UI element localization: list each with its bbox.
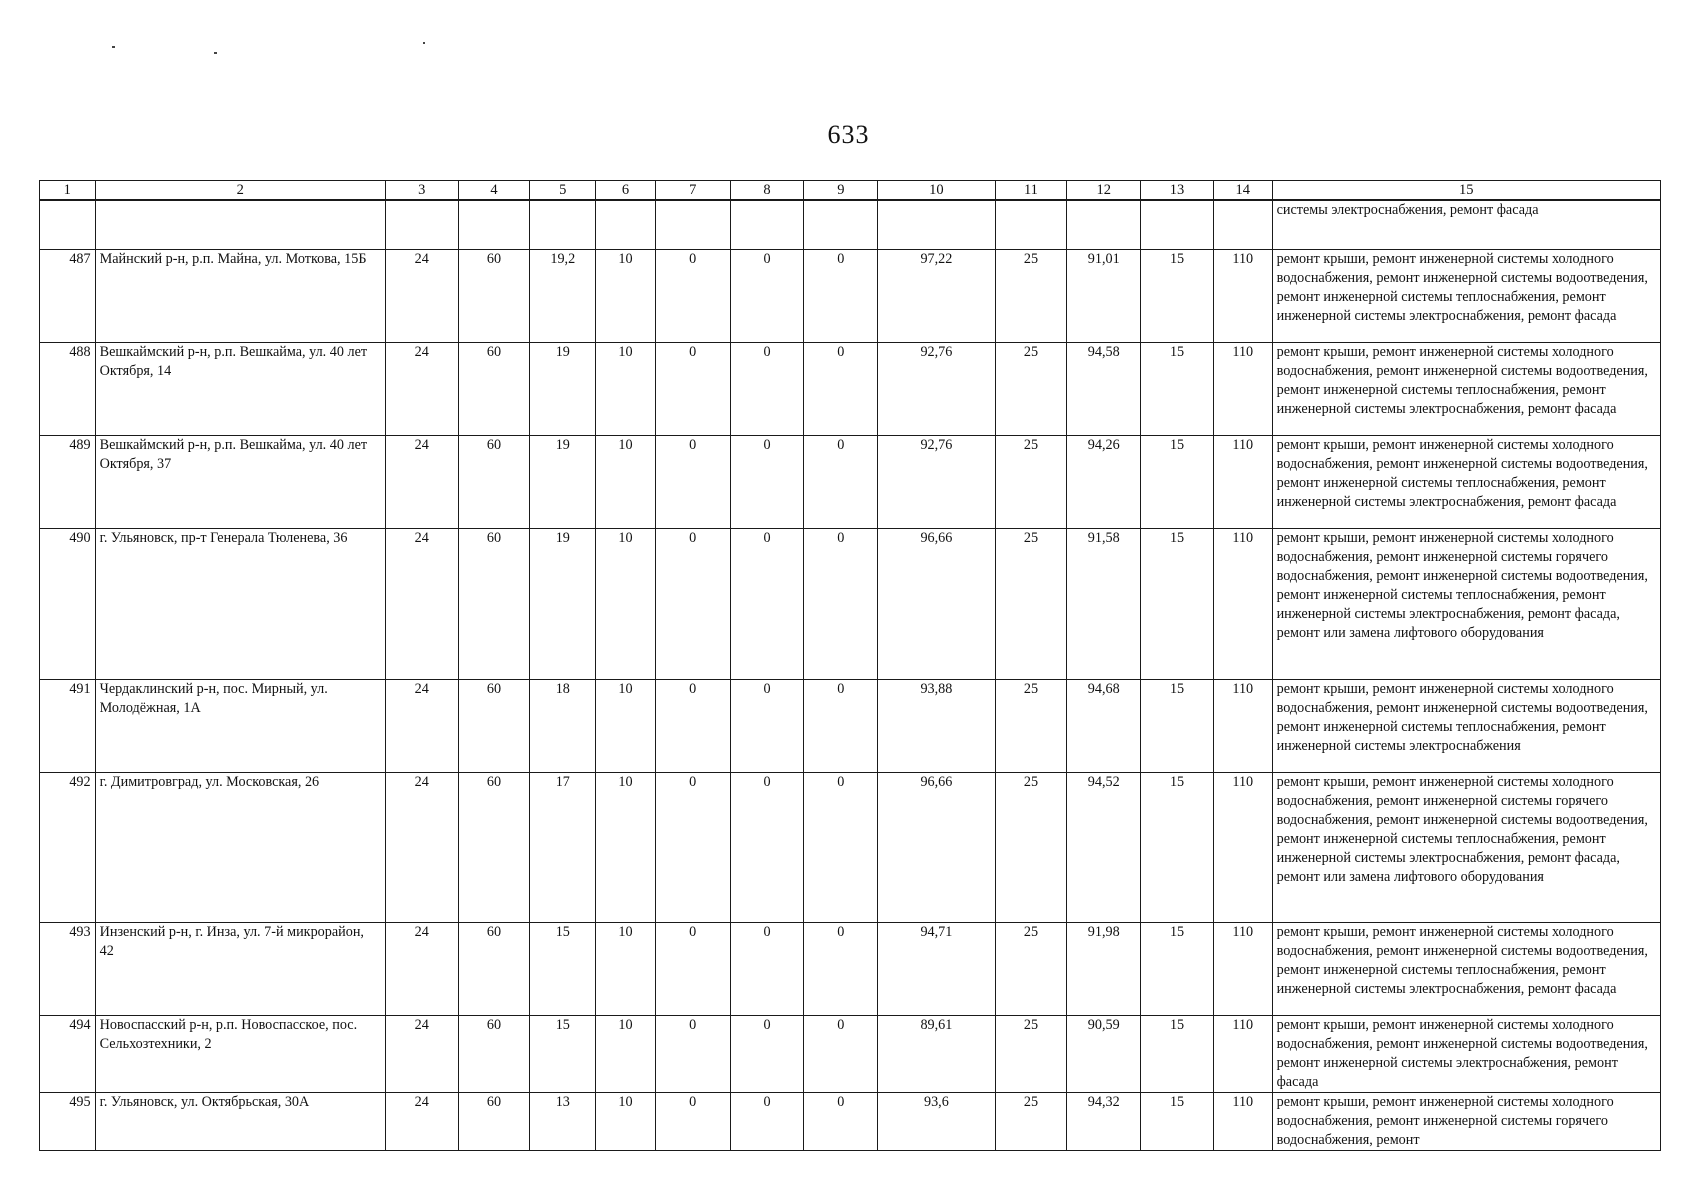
- value-cell: 25: [995, 773, 1067, 923]
- value-cell: 0: [804, 1093, 878, 1151]
- value-cell: 60: [458, 680, 530, 773]
- works-cell: ремонт крыши, ремонт инженерной системы холодного водоснабжения, ремонт инженерной системы горячего водоснабжения, ремонт инженерной системы водоотведения, ремонт инженерной системы теплоснабжения, ремонт инженерной системы электроснабжения, ремонт фасада, ремонт или замена лифтового оборудования: [1272, 773, 1660, 923]
- table-row: [40, 343, 1661, 436]
- address-cell: г. Ульяновск, пр-т Генерала Тюленева, 36: [95, 529, 385, 680]
- value-cell: 24: [385, 436, 458, 529]
- table-row: [40, 436, 1661, 529]
- value-cell: 15: [1141, 436, 1214, 529]
- row-number: 494: [40, 1016, 96, 1093]
- value-cell: 0: [655, 1016, 730, 1093]
- column-header: 8: [730, 181, 804, 201]
- works-cell: ремонт крыши, ремонт инженерной системы холодного водоснабжения, ремонт инженерной системы водоотведения, ремонт инженерной системы теплоснабжения, ремонт инженерной системы электроснабжения, ремонт фасада: [1272, 436, 1660, 529]
- address-cell: Инзенский р-н, г. Инза, ул. 7-й микрорайон, 42: [95, 923, 385, 1016]
- value-cell: 92,76: [878, 436, 995, 529]
- value-cell: 91,98: [1067, 923, 1141, 1016]
- value-cell: 91,01: [1067, 250, 1141, 343]
- table-row: [40, 680, 1661, 773]
- empty-cell: [458, 200, 530, 250]
- value-cell: 93,6: [878, 1093, 995, 1151]
- empty-cell: [1141, 200, 1214, 250]
- value-cell: 15: [1141, 529, 1214, 680]
- works-cell: ремонт крыши, ремонт инженерной системы холодного водоснабжения, ремонт инженерной системы водоотведения, ремонт инженерной системы теплоснабжения, ремонт инженерной системы электроснабжения: [1272, 680, 1660, 773]
- empty-cell: [385, 200, 458, 250]
- empty-cell: [596, 200, 656, 250]
- value-cell: 0: [804, 680, 878, 773]
- value-cell: 0: [804, 529, 878, 680]
- value-cell: 13: [530, 1093, 596, 1151]
- value-cell: 0: [655, 250, 730, 343]
- value-cell: 90,59: [1067, 1016, 1141, 1093]
- value-cell: 19: [530, 529, 596, 680]
- value-cell: 0: [655, 436, 730, 529]
- value-cell: 60: [458, 1093, 530, 1151]
- empty-cell: [730, 200, 804, 250]
- table-row: [40, 529, 1661, 680]
- address-cell: Вешкаймский р-н, р.п. Вешкайма, ул. 40 лет Октября, 14: [95, 343, 385, 436]
- value-cell: 0: [655, 923, 730, 1016]
- column-header: 3: [385, 181, 458, 201]
- value-cell: 24: [385, 1016, 458, 1093]
- address-cell: Чердаклинский р-н, пос. Мирный, ул. Молодёжная, 1А: [95, 680, 385, 773]
- value-cell: 0: [730, 1016, 804, 1093]
- value-cell: 0: [655, 343, 730, 436]
- value-cell: 97,22: [878, 250, 995, 343]
- works-cell: ремонт крыши, ремонт инженерной системы холодного водоснабжения, ремонт инженерной системы водоотведения, ремонт инженерной системы теплоснабжения, ремонт инженерной системы электроснабжения, ремонт фасада: [1272, 343, 1660, 436]
- empty-cell: [878, 200, 995, 250]
- value-cell: 110: [1213, 773, 1272, 923]
- value-cell: 10: [596, 923, 656, 1016]
- value-cell: 60: [458, 923, 530, 1016]
- works-cell: ремонт крыши, ремонт инженерной системы холодного водоснабжения, ремонт инженерной системы водоотведения, ремонт инженерной системы теплоснабжения, ремонт инженерной системы электроснабжения, ремонт фасада: [1272, 250, 1660, 343]
- empty-cell: [804, 200, 878, 250]
- empty-cell: [1067, 200, 1141, 250]
- value-cell: 10: [596, 343, 656, 436]
- table-row: [40, 250, 1661, 343]
- value-cell: 15: [530, 923, 596, 1016]
- scan-speck: [423, 42, 425, 44]
- value-cell: 60: [458, 529, 530, 680]
- value-cell: 25: [995, 529, 1067, 680]
- row-number: 493: [40, 923, 96, 1016]
- value-cell: 93,88: [878, 680, 995, 773]
- value-cell: 24: [385, 773, 458, 923]
- row-number: 488: [40, 343, 96, 436]
- column-header: 13: [1141, 181, 1214, 201]
- value-cell: 25: [995, 343, 1067, 436]
- value-cell: 25: [995, 1016, 1067, 1093]
- value-cell: 25: [995, 1093, 1067, 1151]
- column-header: 4: [458, 181, 530, 201]
- value-cell: 0: [655, 1093, 730, 1151]
- page-number: 633: [827, 120, 870, 149]
- housing-register-table: [39, 180, 1661, 1151]
- scan-speck: [214, 52, 217, 54]
- value-cell: 0: [730, 343, 804, 436]
- value-cell: 0: [804, 436, 878, 529]
- empty-cell: [995, 200, 1067, 250]
- column-header: 11: [995, 181, 1067, 201]
- column-header: 7: [655, 181, 730, 201]
- works-cell: системы электроснабжения, ремонт фасада: [1272, 200, 1660, 250]
- value-cell: 60: [458, 773, 530, 923]
- value-cell: 24: [385, 529, 458, 680]
- value-cell: 94,58: [1067, 343, 1141, 436]
- table-row: [40, 1093, 1661, 1151]
- value-cell: 0: [730, 529, 804, 680]
- column-header: 2: [95, 181, 385, 201]
- value-cell: 19,2: [530, 250, 596, 343]
- column-header: 10: [878, 181, 995, 201]
- value-cell: 25: [995, 250, 1067, 343]
- address-cell: г. Димитровград, ул. Московская, 26: [95, 773, 385, 923]
- works-cell: ремонт крыши, ремонт инженерной системы холодного водоснабжения, ремонт инженерной системы водоотведения, ремонт инженерной системы теплоснабжения, ремонт инженерной системы электроснабжения, ремонт фасада: [1272, 923, 1660, 1016]
- value-cell: 0: [655, 680, 730, 773]
- value-cell: 10: [596, 1093, 656, 1151]
- value-cell: 15: [1141, 250, 1214, 343]
- address-cell: Майнский р-н, р.п. Майна, ул. Моткова, 15Б: [95, 250, 385, 343]
- column-header: 6: [596, 181, 656, 201]
- value-cell: 0: [804, 923, 878, 1016]
- empty-cell: [655, 200, 730, 250]
- value-cell: 96,66: [878, 773, 995, 923]
- works-cell: ремонт крыши, ремонт инженерной системы холодного водоснабжения, ремонт инженерной системы горячего водоснабжения, ремонт: [1272, 1093, 1660, 1151]
- column-header: 1: [40, 181, 96, 201]
- value-cell: 25: [995, 923, 1067, 1016]
- value-cell: 96,66: [878, 529, 995, 680]
- value-cell: 110: [1213, 529, 1272, 680]
- value-cell: 24: [385, 250, 458, 343]
- row-number: 489: [40, 436, 96, 529]
- value-cell: 110: [1213, 436, 1272, 529]
- value-cell: 10: [596, 773, 656, 923]
- value-cell: 60: [458, 250, 530, 343]
- value-cell: 94,52: [1067, 773, 1141, 923]
- value-cell: 0: [730, 250, 804, 343]
- value-cell: 24: [385, 680, 458, 773]
- scan-speck: [112, 46, 115, 48]
- row-number: 490: [40, 529, 96, 680]
- value-cell: 0: [655, 529, 730, 680]
- column-header: 9: [804, 181, 878, 201]
- value-cell: 60: [458, 436, 530, 529]
- address-cell: Новоспасский р-н, р.п. Новоспасское, пос. Сельхозтехники, 2: [95, 1016, 385, 1093]
- empty-cell: [40, 200, 96, 250]
- works-cell: ремонт крыши, ремонт инженерной системы холодного водоснабжения, ремонт инженерной системы водоотведения, ремонт инженерной системы электроснабжения, ремонт фасада: [1272, 1016, 1660, 1093]
- value-cell: 110: [1213, 1016, 1272, 1093]
- value-cell: 110: [1213, 250, 1272, 343]
- empty-cell: [530, 200, 596, 250]
- value-cell: 0: [655, 773, 730, 923]
- continuation-row: [40, 200, 1661, 250]
- value-cell: 0: [730, 923, 804, 1016]
- value-cell: 110: [1213, 680, 1272, 773]
- value-cell: 15: [1141, 1016, 1214, 1093]
- value-cell: 24: [385, 923, 458, 1016]
- value-cell: 10: [596, 436, 656, 529]
- value-cell: 10: [596, 680, 656, 773]
- value-cell: 15: [1141, 1093, 1214, 1151]
- value-cell: 94,68: [1067, 680, 1141, 773]
- value-cell: 15: [1141, 680, 1214, 773]
- table-row: [40, 1016, 1661, 1093]
- value-cell: 110: [1213, 1093, 1272, 1151]
- column-number-row: [40, 181, 1661, 201]
- empty-cell: [95, 200, 385, 250]
- address-cell: Вешкаймский р-н, р.п. Вешкайма, ул. 40 лет Октября, 37: [95, 436, 385, 529]
- value-cell: 110: [1213, 923, 1272, 1016]
- value-cell: 0: [730, 680, 804, 773]
- table-row: [40, 773, 1661, 923]
- value-cell: 94,71: [878, 923, 995, 1016]
- value-cell: 24: [385, 343, 458, 436]
- column-header: 15: [1272, 181, 1660, 201]
- value-cell: 10: [596, 1016, 656, 1093]
- works-cell: ремонт крыши, ремонт инженерной системы холодного водоснабжения, ремонт инженерной системы горячего водоснабжения, ремонт инженерной системы водоотведения, ремонт инженерной системы теплоснабжения, ремонт инженерной системы электроснабжения, ремонт фасада, ремонт или замена лифтового оборудования: [1272, 529, 1660, 680]
- row-number: 487: [40, 250, 96, 343]
- value-cell: 60: [458, 1016, 530, 1093]
- value-cell: 91,58: [1067, 529, 1141, 680]
- value-cell: 18: [530, 680, 596, 773]
- value-cell: 25: [995, 436, 1067, 529]
- value-cell: 0: [804, 250, 878, 343]
- value-cell: 94,32: [1067, 1093, 1141, 1151]
- value-cell: 110: [1213, 343, 1272, 436]
- value-cell: 24: [385, 1093, 458, 1151]
- value-cell: 94,26: [1067, 436, 1141, 529]
- value-cell: 17: [530, 773, 596, 923]
- row-number: 491: [40, 680, 96, 773]
- value-cell: 15: [1141, 923, 1214, 1016]
- value-cell: 0: [804, 1016, 878, 1093]
- value-cell: 0: [730, 436, 804, 529]
- address-cell: г. Ульяновск, ул. Октябрьская, 30А: [95, 1093, 385, 1151]
- value-cell: 10: [596, 529, 656, 680]
- column-header: 14: [1213, 181, 1272, 201]
- value-cell: 89,61: [878, 1016, 995, 1093]
- column-header: 5: [530, 181, 596, 201]
- value-cell: 0: [804, 343, 878, 436]
- value-cell: 25: [995, 680, 1067, 773]
- value-cell: 15: [1141, 773, 1214, 923]
- value-cell: 19: [530, 436, 596, 529]
- row-number: 492: [40, 773, 96, 923]
- value-cell: 0: [804, 773, 878, 923]
- value-cell: 19: [530, 343, 596, 436]
- value-cell: 0: [730, 1093, 804, 1151]
- value-cell: 15: [1141, 343, 1214, 436]
- value-cell: 92,76: [878, 343, 995, 436]
- row-number: 495: [40, 1093, 96, 1151]
- value-cell: 60: [458, 343, 530, 436]
- column-header: 12: [1067, 181, 1141, 201]
- value-cell: 10: [596, 250, 656, 343]
- table-row: [40, 923, 1661, 1016]
- value-cell: 15: [530, 1016, 596, 1093]
- value-cell: 0: [730, 773, 804, 923]
- empty-cell: [1213, 200, 1272, 250]
